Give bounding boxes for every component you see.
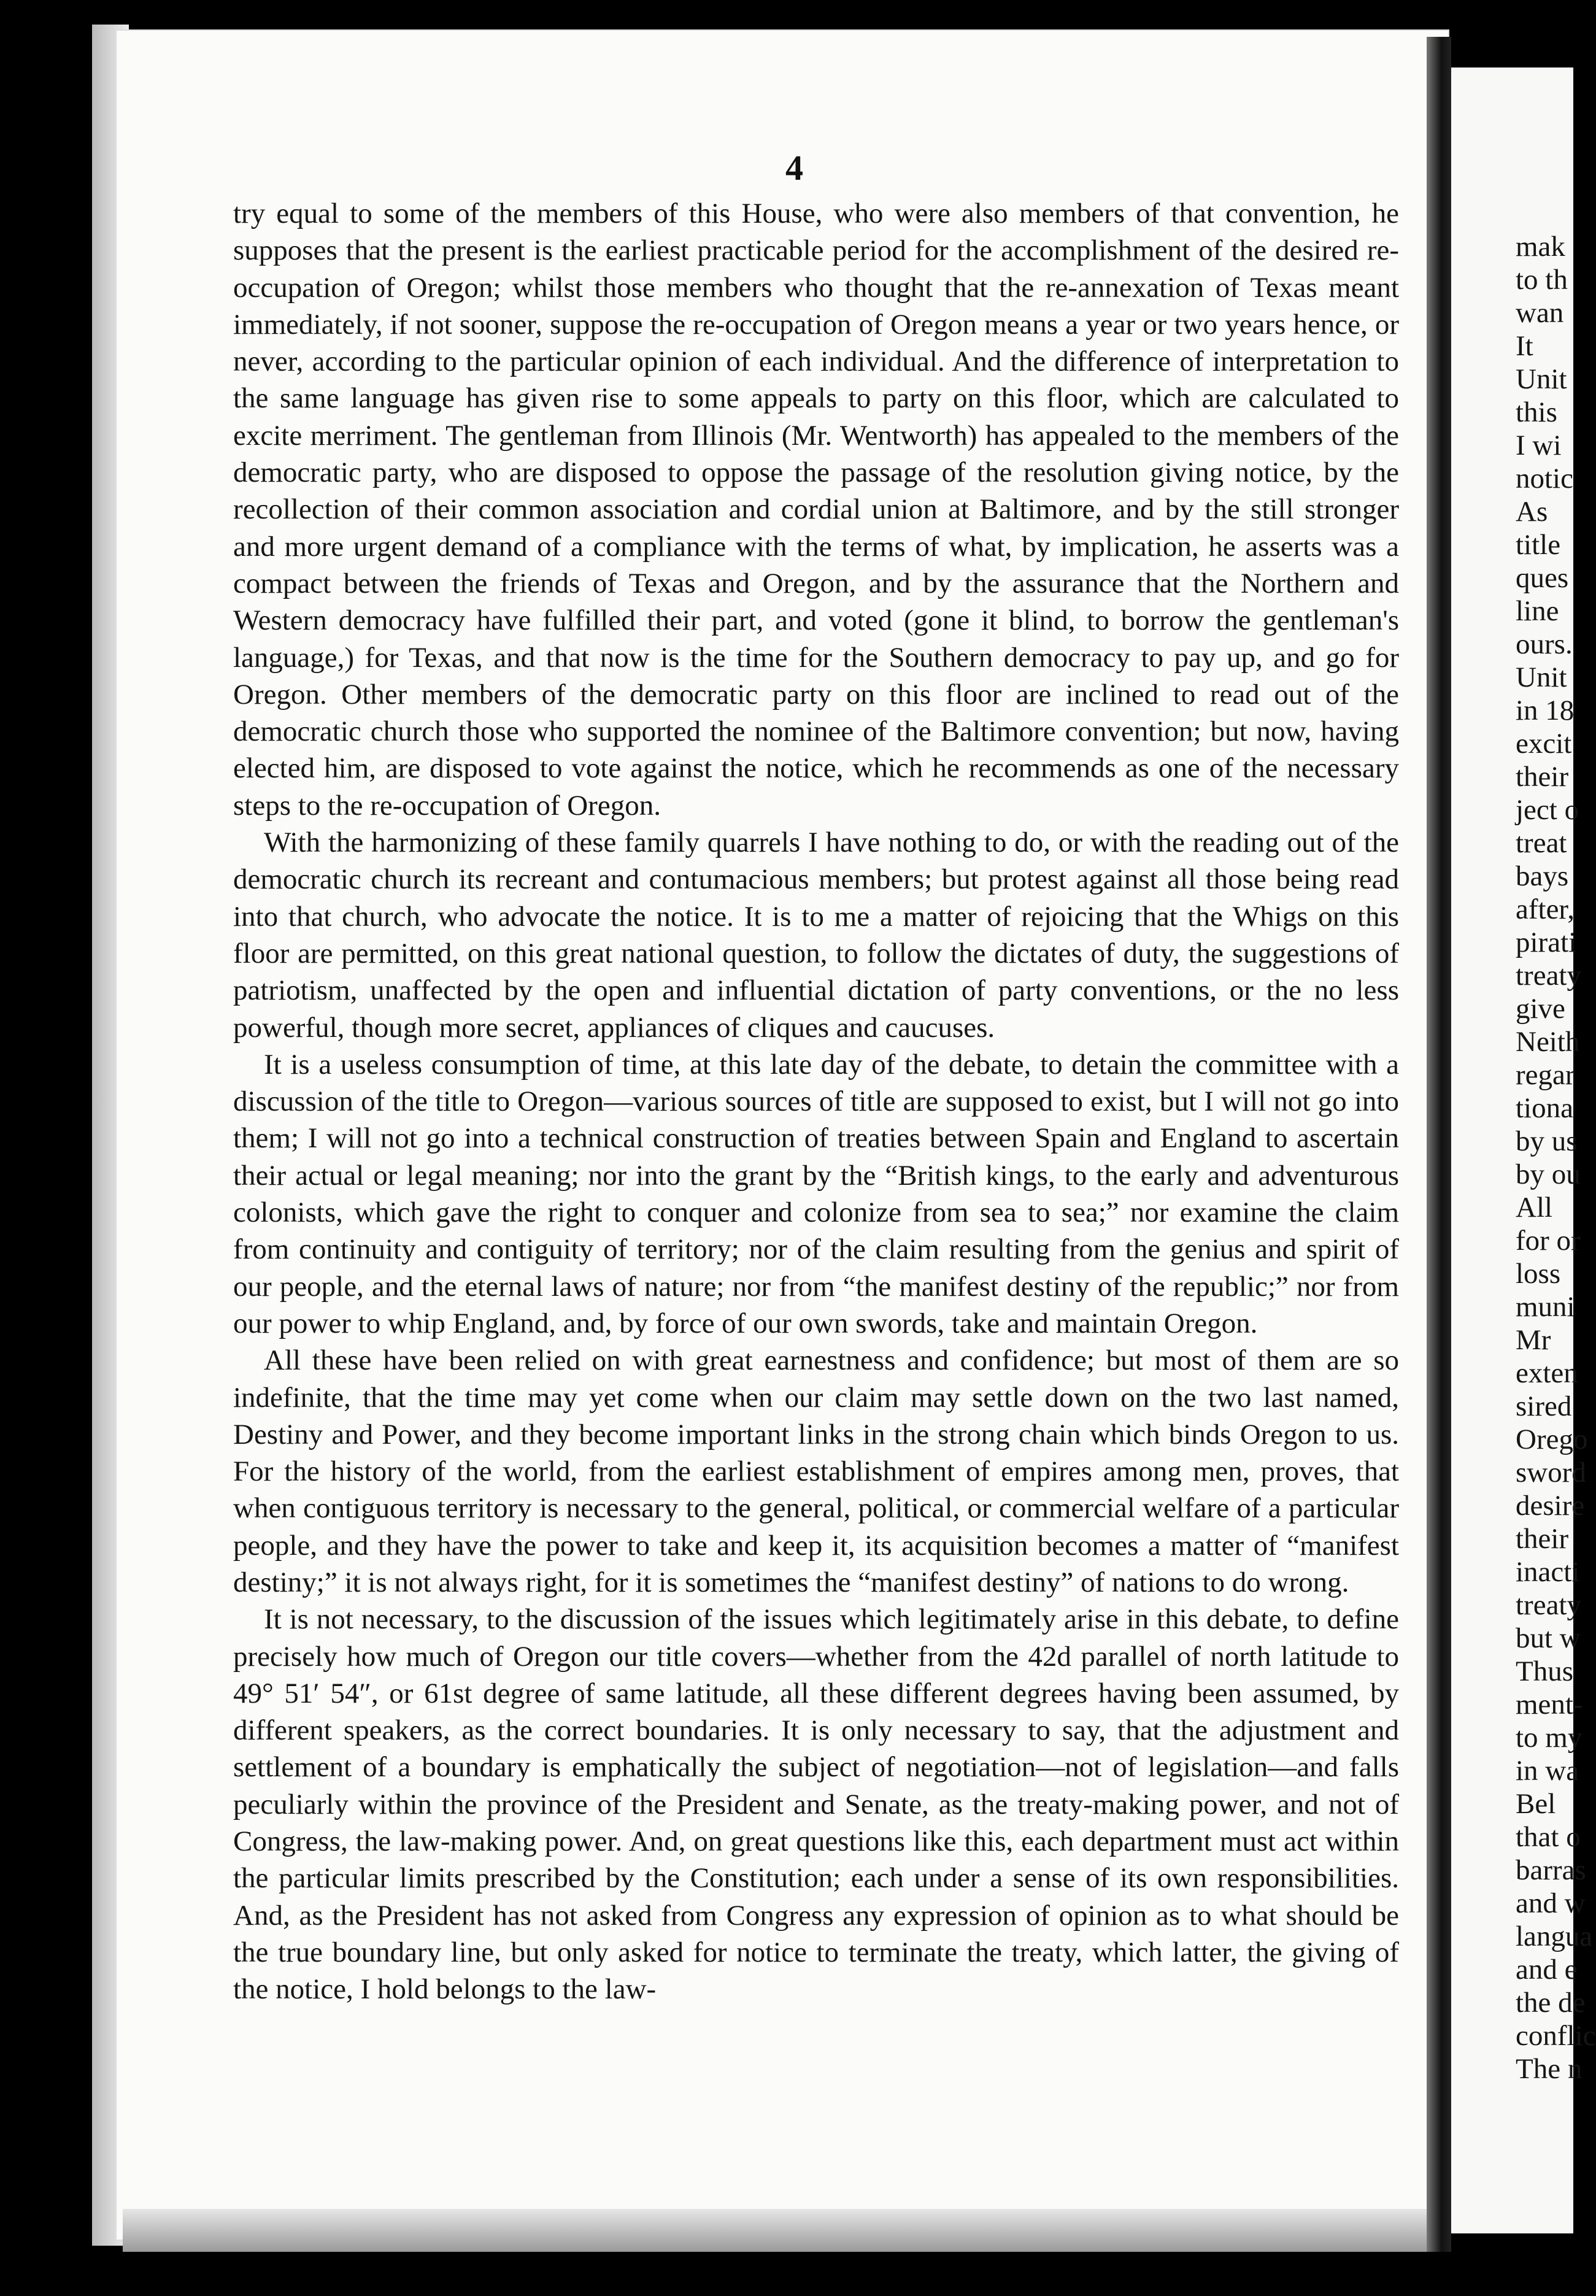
facing-page-line: tiona [1516, 1092, 1573, 1124]
facing-page-line: The n [1516, 2053, 1583, 2085]
facing-page-line: treat [1516, 827, 1567, 859]
facing-page-line: and e [1516, 1954, 1578, 1986]
facing-page-line: regar [1516, 1059, 1575, 1091]
facing-page-line: excit [1516, 728, 1572, 760]
facing-page-line: All [1516, 1192, 1553, 1223]
page-bottom-edge [123, 2209, 1448, 2252]
facing-page-line: barras [1516, 1854, 1586, 1886]
facing-page-line: Mr [1516, 1324, 1551, 1356]
facing-page-line: by us [1516, 1125, 1578, 1157]
paragraph: With the harmonizing of these family quarrels I have nothing to do, or with the reading out of the democratic church its recreant and contumacious members; but protest against all those being read into that church, who advocate the notice. It is to me a matter of rejoicing that the Whigs on this floor are permitted, on this great national question, to follow the dictates of duty, the suggestions of patriotism, unaffected by the open and influential dictation of party conventions, or the no less powerful, though more secret, appliances of cliques and caucuses. [233, 826, 1399, 1044]
facing-page-line: ject o [1516, 794, 1579, 826]
facing-page-line: It [1516, 330, 1533, 362]
facing-page-line: Bel [1516, 1788, 1556, 1820]
facing-page-line: mak [1516, 231, 1565, 263]
facing-page-line: and w [1516, 1887, 1586, 1919]
facing-page-line: in wa [1516, 1755, 1579, 1787]
facing-page-line: Neith [1516, 1026, 1580, 1058]
facing-page-line: inacti [1516, 1556, 1580, 1588]
paragraph: try equal to some of the members of this House, who were also members of that convention, he supposes that the present is the earliest practicable period for the accomplishment of the desired re-occupation of Oregon; whilst those members who thought that the re-annexation of Texas meant immediately, if not sooner, suppose the re-occupation of Oregon means a year or two years hence, or never, according to the particular opinion of each individual. And the difference of interpretation to the same language has given rise to some appeals to party on this floor, which are calculated to excite merriment. The gentleman from Illinois (Mr. Wentworth) has appealed to the members of the democratic party, who are disposed to oppose the passage of the resolution giving notice, by the recollection of their common association and cordial union at Baltimore, and by the still stronger and more urgent demand of a compliance with the terms of what, by implication, he asserts was a compact between the friends of Texas and Oregon, and by the assurance that the Northern and Western democracy have fulfilled their part, and voted (gone it blind, to borrow the gentleman's language,) for Texas, and that now is the time for the Southern democracy to pay up, and go for Oregon. Other members of the democratic party on this floor are inclined to read out of the democratic church those who supported the nominee of the Baltimore convention; but now, having elected him, are disposed to vote against the notice, which he recommends as one of the necessary steps to the re-occupation of Oregon. [233, 198, 1399, 822]
facing-page-line: conflic [1516, 2020, 1596, 2052]
facing-page-line: muni [1516, 1291, 1575, 1323]
facing-page-line: to my [1516, 1722, 1583, 1754]
facing-page-line: wan [1516, 297, 1564, 329]
facing-page-line: Unit [1516, 363, 1567, 395]
facing-page-line: by ou [1516, 1158, 1581, 1190]
facing-page-line: Unit [1516, 661, 1567, 693]
facing-page-line: bays [1516, 860, 1569, 892]
facing-page-line: sired [1516, 1390, 1572, 1422]
facing-page-line: give [1516, 993, 1565, 1025]
page-number: 4 [785, 148, 803, 188]
facing-page-line: I wi [1516, 430, 1562, 461]
facing-page-line: As [1516, 496, 1548, 528]
facing-page-line: pirati [1516, 926, 1577, 958]
facing-page-line: sword [1516, 1457, 1586, 1489]
facing-page-line: ment- [1516, 1689, 1583, 1720]
facing-page-line: for or [1516, 1225, 1581, 1257]
facing-page-line: line [1516, 595, 1559, 627]
facing-page-line: this [1516, 396, 1557, 428]
facing-page-line: title [1516, 529, 1561, 561]
facing-page-line: notic [1516, 463, 1573, 495]
facing-page-line: that o [1516, 1821, 1581, 1853]
paragraph: It is not necessary, to the discussion of the issues which legitimately arise in this debate, to define precisely how much of Oregon our title covers—whether from the 42d parallel of north latitude to 49° 51′ 54″, or 61st degree of same latitude, all these different degrees having been assumed, by different speakers, as the correct boundaries. It is only necessary to say, that the adjustment and settlement of a boundary is emphatically the subject of negotiation—not of legislation—and falls peculiarly within the province of the President and Senate, as the treaty-making power, and not of Congress, the law-making power. And, on great questions like this, each department must act within the particular limits prescribed by the Constitution; each under a sense of its own responsibilities. And, as the President has not asked from Congress any expression of opinion as to what should be the true boundary line, but only asked for notice to terminate the treaty, which latter, the giving of the notice, I hold belongs to the law- [233, 1603, 1399, 2006]
facing-page-line: to th [1516, 264, 1568, 296]
facing-page-text [1516, 230, 1596, 2086]
facing-page-line: the de [1516, 1987, 1586, 2019]
body-text [233, 195, 1399, 2008]
facing-page-line: ours. [1516, 628, 1573, 660]
facing-page-line: treaty [1516, 960, 1581, 992]
paragraph: All these have been relied on with great earnestness and confidence; but most of them are so indefinite, that the time may yet come when our claim may settle down on the two last named, Destiny and Power, and they become important links in the strong chain which binds Oregon to us. For the history of the world, from the earliest establishment of empires among men, proves, that when contiguous territory is necessary to the general, political, or commercial welfare of a particular people, and they have the power to take and keep it, its acquisition becomes a matter of “manifest destiny;” it is not always right, for it is sometimes the “manifest destiny” of nations to do wrong. [233, 1344, 1399, 1598]
facing-page-line: their [1516, 761, 1569, 793]
facing-page-line: exten [1516, 1357, 1578, 1389]
facing-page-line: treaty [1516, 1589, 1581, 1621]
facing-page-line: in 18 [1516, 695, 1575, 726]
facing-page-line: their [1516, 1523, 1569, 1555]
paragraph: It is a useless consumption of time, at this late day of the debate, to detain the committee with a discussion of the title to Oregon—various sources of title are supposed to exist, but I will not go into them; I will not go into a technical construction of treaties between Spain and England to ascertain their actual or legal meaning; nor into the grant by the “British kings, to the early and adventurous colonists, which gave the right to conquer and colonize from sea to sea;” nor examine the claim from continuity and contiguity of territory; nor of the claim resulting from the genius and spirit of our people, and the eternal laws of nature; nor from “the manifest destiny of the republic;” nor from our power to whip England, and, by force of our own swords, take and maintain Oregon. [233, 1048, 1399, 1339]
facing-page-line: ques [1516, 562, 1569, 594]
book-gutter [1427, 37, 1451, 2252]
facing-page-line: but w [1516, 1622, 1581, 1654]
facing-page-line: loss [1516, 1258, 1561, 1290]
facing-page-line: desire [1516, 1490, 1585, 1522]
facing-page-line: langua [1516, 1920, 1593, 1952]
facing-page-line: after, [1516, 893, 1575, 925]
facing-page-line: Thus [1516, 1655, 1573, 1687]
facing-page-line: Orego [1516, 1423, 1588, 1455]
